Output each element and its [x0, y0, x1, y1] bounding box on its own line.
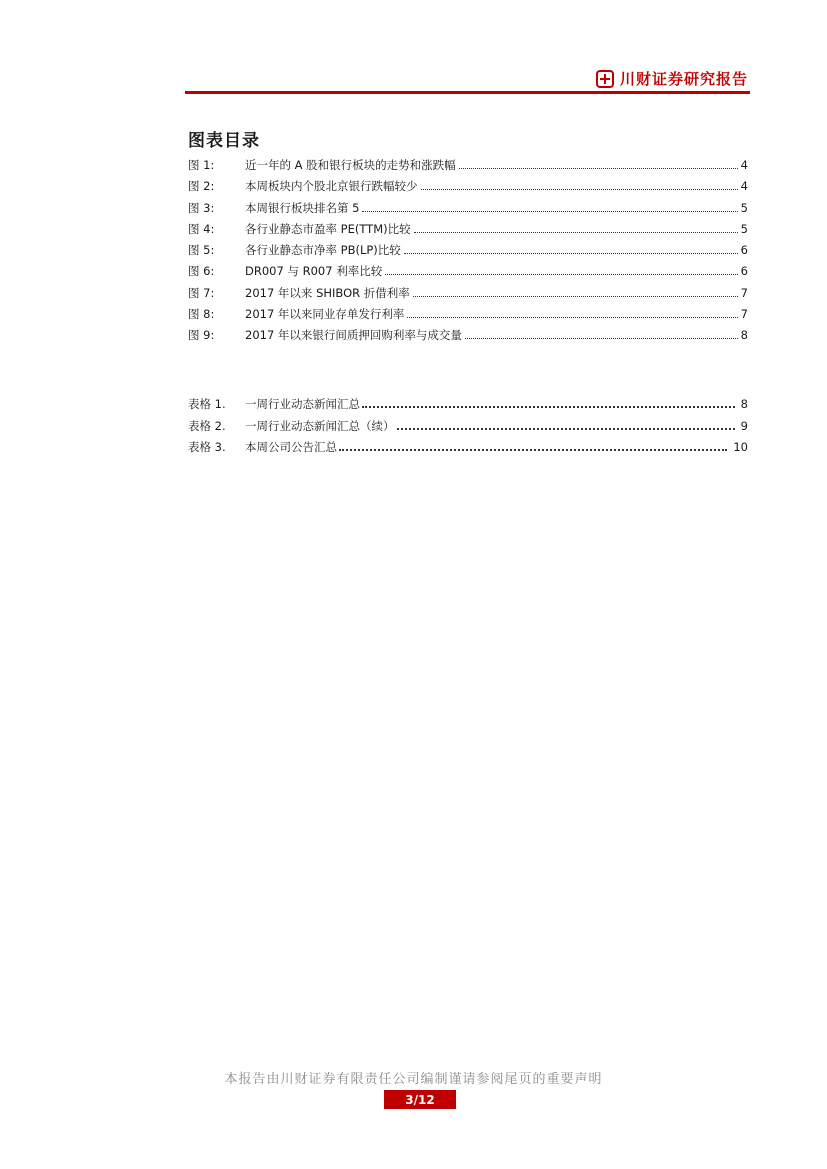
dot-leader	[421, 189, 738, 190]
entry-page: 4	[740, 179, 748, 194]
entry-page: 8	[740, 397, 748, 411]
brand-logo-icon	[596, 70, 614, 88]
entry-label: 表格 1.	[188, 397, 226, 411]
entry-page: 10	[733, 440, 748, 454]
toc-entry-table-3[interactable]	[188, 439, 748, 461]
table-list	[188, 396, 748, 461]
dot-leader	[385, 274, 737, 275]
entry-page: 5	[740, 221, 748, 236]
entry-label: 图 9:	[188, 328, 215, 343]
dot-leader	[339, 449, 727, 451]
entry-label: 图 7:	[188, 285, 215, 300]
entry-page: 4	[740, 158, 748, 172]
entry-text: 各行业静态市盈率 PE(TTM)比较	[245, 221, 411, 236]
page-number-badge: 3/12	[384, 1090, 456, 1109]
entry-text: 2017 年以来 SHIBOR 折借利率	[245, 285, 410, 300]
toc-entry-table-1[interactable]	[188, 396, 748, 418]
dot-leader	[362, 406, 735, 408]
entry-label: 图 6:	[188, 264, 215, 279]
toc-entry-figure-6[interactable]	[188, 263, 748, 284]
dot-leader	[465, 338, 738, 339]
brand-name: 川财证券研究报告	[619, 70, 748, 88]
entry-text: 各行业静态市净率 PB(LP)比较	[245, 243, 401, 258]
entry-page: 6	[740, 243, 748, 258]
entry-text: 本周公司公告汇总	[245, 440, 337, 454]
toc-entry-figure-8[interactable]	[188, 306, 748, 327]
entry-text: 2017 年以来银行间质押回购利率与成交量	[245, 328, 462, 343]
entry-text: 一周行业动态新闻汇总	[245, 397, 360, 411]
toc-entry-figure-4[interactable]	[188, 221, 748, 242]
entry-text: 近一年的 A 股和银行板块的走势和涨跌幅	[245, 158, 456, 172]
dot-leader	[414, 232, 738, 233]
toc-entry-figure-2[interactable]	[188, 178, 748, 199]
dot-leader	[397, 428, 735, 430]
toc-entry-figure-1[interactable]	[188, 157, 748, 178]
entry-label: 图 1:	[188, 158, 215, 172]
entry-text: 本周板块内个股北京银行跌幅较少	[245, 179, 418, 194]
dot-leader	[413, 296, 738, 297]
toc-title: 图表目录	[188, 131, 260, 151]
entry-label: 图 3:	[188, 200, 215, 215]
dot-leader	[407, 317, 737, 318]
entry-text: DR007 与 R007 利率比较	[245, 264, 383, 279]
entry-page: 7	[740, 285, 748, 300]
entry-label: 图 8:	[188, 307, 215, 322]
header-rule	[185, 91, 750, 94]
entry-page: 5	[740, 200, 748, 215]
entry-page: 9	[740, 418, 748, 433]
dot-leader	[404, 253, 738, 254]
toc-entry-figure-5[interactable]	[188, 242, 748, 263]
dot-leader	[362, 211, 737, 212]
figure-list	[188, 157, 748, 349]
entry-label: 表格 2.	[188, 418, 226, 433]
entry-label: 表格 3.	[188, 440, 226, 454]
entry-text: 本周银行板块排名第 5	[245, 200, 360, 215]
toc-entry-figure-3[interactable]	[188, 200, 748, 221]
page-header	[185, 66, 750, 96]
dot-leader	[459, 168, 738, 169]
entry-page: 6	[740, 264, 748, 279]
entry-label: 图 5:	[188, 243, 215, 258]
brand	[596, 68, 748, 89]
toc-entry-figure-7[interactable]	[188, 285, 748, 306]
entry-label: 图 4:	[188, 221, 215, 236]
toc-entry-figure-9[interactable]	[188, 327, 748, 348]
footer-disclaimer: 本报告由川财证券有限责任公司编制谨请参阅尾页的重要声明	[224, 1072, 603, 1087]
entry-page: 8	[740, 328, 748, 343]
entry-label: 图 2:	[188, 179, 215, 194]
entry-page: 7	[740, 307, 748, 322]
toc-entry-table-2[interactable]	[188, 418, 748, 440]
entry-text: 2017 年以来同业存单发行利率	[245, 307, 405, 322]
entry-text: 一周行业动态新闻汇总（续）	[245, 418, 395, 433]
